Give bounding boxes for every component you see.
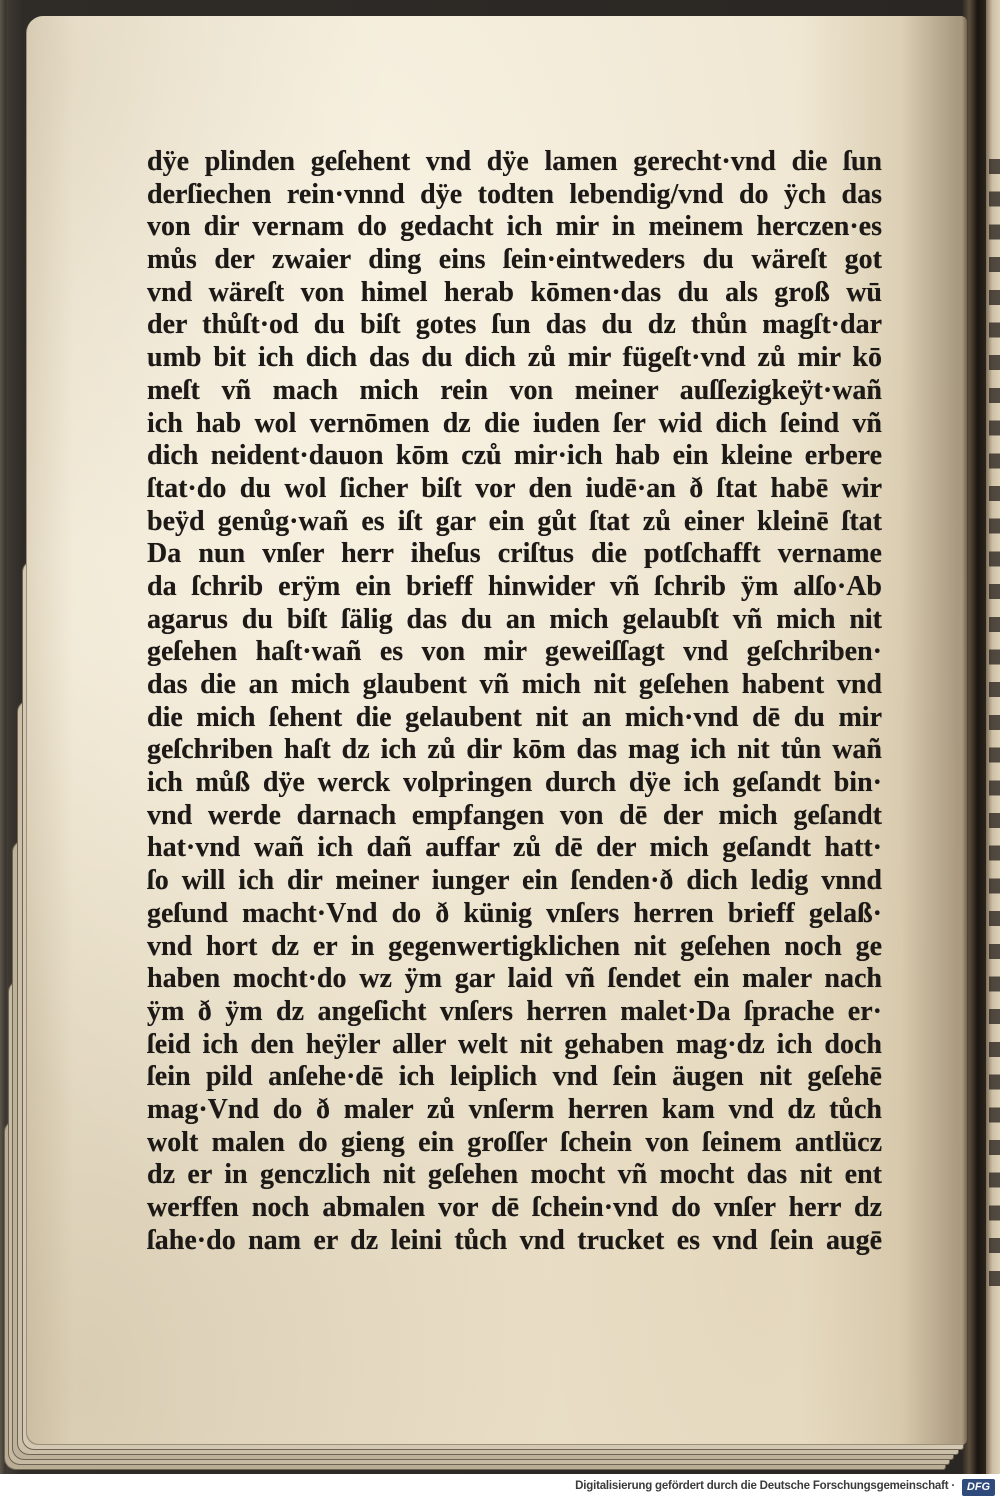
text-line: ich můß dÿe werck volpringen durch dÿe ich geſandt bin· — [147, 767, 882, 799]
text-line: geſehen haſt·wañ es von mir geweiſſagt vnd geſchriben· — [147, 636, 882, 668]
text-line: hat·vnd wañ ich dañ auffar zů dē der mich geſandt hatt· — [147, 832, 882, 864]
dfg-logo: DFG — [962, 1479, 995, 1496]
text-line: meſt vñ mach mich rein von meiner auſſezigkeÿt·wañ — [147, 374, 882, 406]
text-line: werffen noch abmalen vor dē ſchein·vnd do vnſer herr dz — [147, 1192, 882, 1223]
text-line: dich neident·dauon kōm czů mir·ich hab ein kleine erbere — [147, 440, 882, 472]
text-line: mag·Vnd do ð maler zů vnſerm herren kam vnd dz tůch — [147, 1093, 882, 1125]
text-line: dz er in genczlich nit geſehen mocht vñ mocht das nit ent — [147, 1159, 882, 1191]
text-line: ſo will ich dir meiner iunger ein ſenden·ð dich ledig vnnd — [147, 865, 882, 897]
text-block — [147, 146, 882, 1257]
text-line: Da nun vnſer herr iheſus criſtus die potſchafft vername — [147, 538, 882, 570]
funding-credit: Digitalisierung gefördert durch die Deutsche Forschungsgemeinschaft · — [575, 1480, 955, 1492]
text-line: dÿe plinden geſehent vnd dÿe lamen gerecht·vnd die ſun — [147, 146, 882, 177]
text-line: haben mocht·do wz ÿm gar laid vñ ſendet ein maler nach — [147, 963, 882, 995]
text-line: derſiechen rein·vnnd dÿe todten lebendig/vnd do ÿch das — [147, 178, 882, 210]
text-line: wolt malen do gieng ein groſſer ſchein von ſeinem antlücz — [147, 1126, 882, 1158]
text-line: da ſchrib erÿm ein brieff hinwider vñ ſchrib ÿm alſo·Ab — [147, 570, 882, 602]
text-line: von dir vernam do gedacht ich mir in meinem herczen·es — [147, 211, 882, 243]
text-line: agarus du biſt ſälig das du an mich gelaubſt vñ mich nit — [147, 603, 882, 635]
text-line: ÿm ð ÿm dz angeſicht vnſers herren malet·Da ſprache er· — [147, 995, 882, 1027]
text-line: die mich ſehent die gelaubent nit an mich·vnd dē du mir — [147, 701, 882, 733]
text-line: geſchriben haſt dz ich zů dir kōm das mag ich nit tůn wañ — [147, 734, 882, 766]
text-line: der thůſt·od du biſt gotes ſun das du dz thůn magſt·dar — [147, 309, 882, 341]
text-line: ſeid ich den heÿler aller welt nit gehaben mag·dz ich doch — [147, 1028, 882, 1060]
footer-bar — [0, 1474, 1000, 1501]
text-line: ſein pild anſehe·dē ich leiplich vnd ſein äugen nit geſehē — [147, 1061, 882, 1093]
text-line: můs der zwaier ding eins ſein·eintweders du wäreſt got — [147, 244, 882, 276]
facing-page-text-fragments — [989, 150, 1000, 1290]
binding-gutter — [962, 0, 986, 1474]
text-line: beÿd genůg·wañ es iſt gar ein gůt ſtat zů einer kleinē ſtat — [147, 505, 882, 537]
text-line: vnd hort dz er in gegenwertigklichen nit geſehen noch ge — [147, 930, 882, 962]
text-line: das die an mich glaubent vñ mich nit geſehen habent vnd — [147, 669, 882, 700]
text-line: ich hab wol vernōmen dz die iuden ſer wid dich ſeind vñ — [147, 407, 882, 439]
text-line: vnd wäreſt von himel herab kōmen·das du als groß wū — [147, 276, 882, 308]
text-line: ſtat·do du wol ſicher biſt vor den iudē·an ð ſtat habē wir — [147, 472, 882, 504]
text-line: umb bit ich dich das du dich zů mir fügeſt·vnd zů mir kō — [147, 342, 882, 374]
text-line: ſahe·do nam er dz leini tůch vnd trucket es vnd ſein augē — [147, 1224, 882, 1256]
text-line: geſund macht·Vnd do ð künig vnſers herren brieff gelaß· — [147, 897, 882, 929]
text-line: vnd werde darnach empfangen von dē der mich geſandt — [147, 799, 882, 831]
